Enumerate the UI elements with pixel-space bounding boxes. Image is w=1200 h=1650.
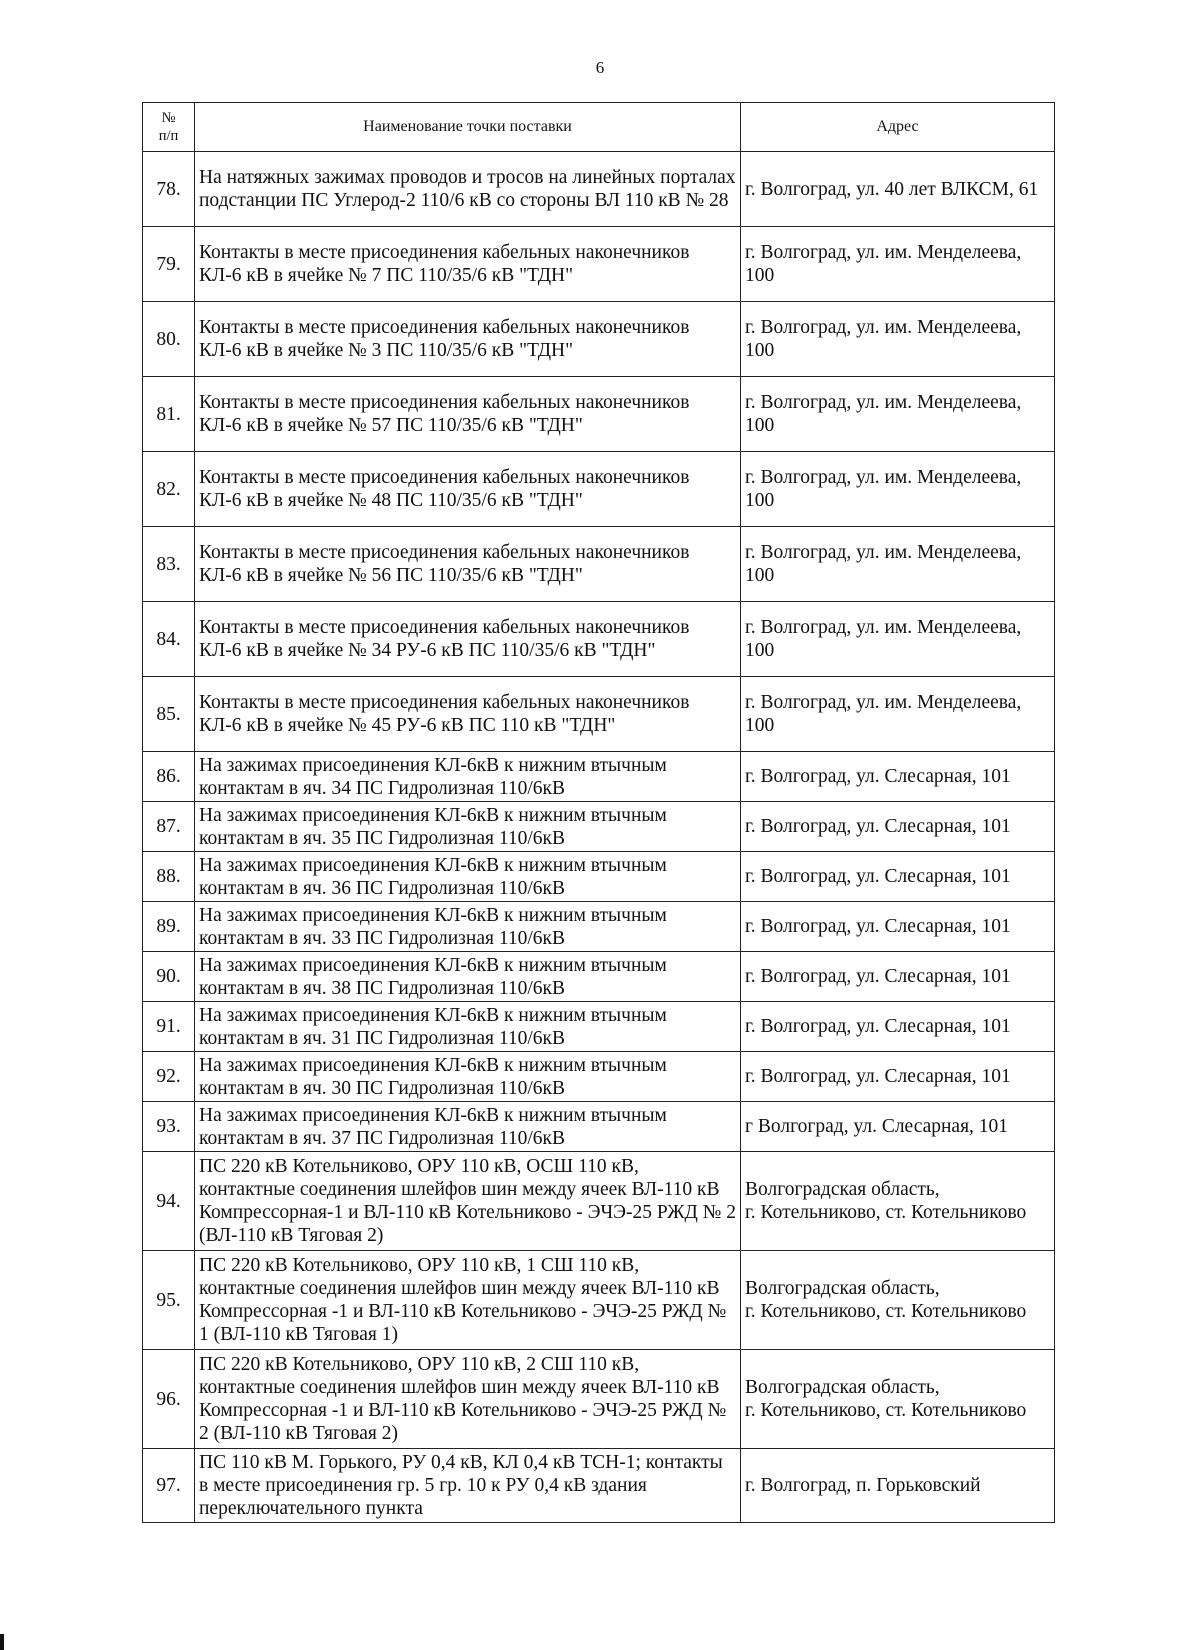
row-address: г. Волгоград, ул. Слесарная, 101 <box>741 902 1055 952</box>
page-number: 6 <box>595 58 605 77</box>
row-name: На зажимах присоединения КЛ-6кВ к нижним втычным контактам в яч. 31 ПС Гидролизная 110/6кВ <box>195 1002 741 1052</box>
row-number: 95. <box>143 1251 195 1350</box>
table-row <box>143 677 1055 752</box>
table-row <box>143 452 1055 527</box>
table-row <box>143 1152 1055 1251</box>
row-address: Волгоградская область, г. Котельниково, ст. Котельниково <box>741 1152 1055 1251</box>
table-row <box>143 1251 1055 1350</box>
row-name: Контакты в месте присоединения кабельных наконечников КЛ-6 кВ в ячейке № 45 РУ-6 кВ ПС 110 кВ "ТДН" <box>195 677 741 752</box>
header-address: Адрес <box>741 103 1055 152</box>
row-name: ПС 220 кВ Котельниково, ОРУ 110 кВ, 2 СШ 110 кВ, контактные соединения шлейфов шин между ячеек ВЛ-110 кВ Компрессорная -1 и ВЛ-110 кВ Котельниково - ЭЧЭ-25 РЖД № 2 (ВЛ-110 кВ Тяговая 2) <box>195 1350 741 1449</box>
row-address: г. Волгоград, ул. Слесарная, 101 <box>741 952 1055 1002</box>
row-name: На зажимах присоединения КЛ-6кВ к нижним втычным контактам в яч. 30 ПС Гидролизная 110/6кВ <box>195 1052 741 1102</box>
row-address: г Волгоград, ул. Слесарная, 101 <box>741 1102 1055 1152</box>
row-number: 92. <box>143 1052 195 1102</box>
row-name: На зажимах присоединения КЛ-6кВ к нижним втычным контактам в яч. 35 ПС Гидролизная 110/6кВ <box>195 802 741 852</box>
row-number: 86. <box>143 752 195 802</box>
scan-edge-mark <box>0 1634 4 1650</box>
row-number: 94. <box>143 1152 195 1251</box>
table-header-row <box>143 103 1055 152</box>
header-number: № п/п <box>143 103 195 152</box>
row-name: На натяжных зажимах проводов и тросов на линейных порталах подстанции ПС Углерод-2 110/6 кВ со стороны ВЛ 110 кВ № 28 <box>195 152 741 227</box>
row-address: г. Волгоград, ул. им. Менделеева, 100 <box>741 377 1055 452</box>
row-number: 83. <box>143 527 195 602</box>
table-row <box>143 952 1055 1002</box>
row-number: 84. <box>143 602 195 677</box>
table-row <box>143 377 1055 452</box>
table-row <box>143 1449 1055 1523</box>
row-address: г. Волгоград, ул. Слесарная, 101 <box>741 852 1055 902</box>
row-name: На зажимах присоединения КЛ-6кВ к нижним втычным контактам в яч. 36 ПС Гидролизная 110/6кВ <box>195 852 741 902</box>
row-address: г. Волгоград, ул. им. Менделеева, 100 <box>741 452 1055 527</box>
row-number: 96. <box>143 1350 195 1449</box>
row-address: Волгоградская область, г. Котельниково, ст. Котельниково <box>741 1350 1055 1449</box>
table-row <box>143 1052 1055 1102</box>
table-row <box>143 602 1055 677</box>
table-row <box>143 302 1055 377</box>
row-address: г. Волгоград, ул. им. Менделеева, 100 <box>741 602 1055 677</box>
table-row <box>143 527 1055 602</box>
delivery-points-table <box>142 102 1055 1523</box>
table-row <box>143 752 1055 802</box>
row-address: г. Волгоград, ул. Слесарная, 101 <box>741 1052 1055 1102</box>
table-row <box>143 227 1055 302</box>
table-row <box>143 1350 1055 1449</box>
row-name: Контакты в месте присоединения кабельных наконечников КЛ-6 кВ в ячейке № 56 ПС 110/35/6 кВ "ТДН" <box>195 527 741 602</box>
row-number: 81. <box>143 377 195 452</box>
row-address: г. Волгоград, ул. им. Менделеева, 100 <box>741 527 1055 602</box>
row-number: 93. <box>143 1102 195 1152</box>
row-number: 90. <box>143 952 195 1002</box>
row-number: 78. <box>143 152 195 227</box>
row-name: Контакты в месте присоединения кабельных наконечников КЛ-6 кВ в ячейке № 7 ПС 110/35/6 кВ "ТДН" <box>195 227 741 302</box>
row-address: г. Волгоград, ул. им. Менделеева, 100 <box>741 302 1055 377</box>
row-address: г. Волгоград, ул. им. Менделеева, 100 <box>741 677 1055 752</box>
row-address: г. Волгоград, ул. Слесарная, 101 <box>741 1002 1055 1052</box>
row-address: г. Волгоград, ул. им. Менделеева, 100 <box>741 227 1055 302</box>
row-number: 97. <box>143 1449 195 1523</box>
table-row <box>143 1002 1055 1052</box>
row-name: Контакты в месте присоединения кабельных наконечников КЛ-6 кВ в ячейке № 34 РУ-6 кВ ПС 110/35/6 кВ "ТДН" <box>195 602 741 677</box>
row-number: 82. <box>143 452 195 527</box>
row-name: ПС 220 кВ Котельниково, ОРУ 110 кВ, 1 СШ 110 кВ, контактные соединения шлейфов шин между ячеек ВЛ-110 кВ Компрессорная -1 и ВЛ-110 кВ Котельниково - ЭЧЭ-25 РЖД № 1 (ВЛ-110 кВ Тяговая 1) <box>195 1251 741 1350</box>
row-number: 87. <box>143 802 195 852</box>
row-name: ПС 110 кВ М. Горького, РУ 0,4 кВ, КЛ 0,4 кВ ТСН-1; контакты в месте присоединения гр. 5 гр. 10 к РУ 0,4 кВ здания переключательного пункта <box>195 1449 741 1523</box>
row-name: На зажимах присоединения КЛ-6кВ к нижним втычным контактам в яч. 38 ПС Гидролизная 110/6кВ <box>195 952 741 1002</box>
table-row <box>143 802 1055 852</box>
row-number: 89. <box>143 902 195 952</box>
row-name: Контакты в месте присоединения кабельных наконечников КЛ-6 кВ в ячейке № 48 ПС 110/35/6 кВ "ТДН" <box>195 452 741 527</box>
row-address: г. Волгоград, ул. 40 лет ВЛКСМ, 61 <box>741 152 1055 227</box>
row-name: На зажимах присоединения КЛ-6кВ к нижним втычным контактам в яч. 37 ПС Гидролизная 110/6кВ <box>195 1102 741 1152</box>
row-address: г. Волгоград, ул. Слесарная, 101 <box>741 802 1055 852</box>
row-number: 80. <box>143 302 195 377</box>
row-address: г. Волгоград, ул. Слесарная, 101 <box>741 752 1055 802</box>
row-name: Контакты в месте присоединения кабельных наконечников КЛ-6 кВ в ячейке № 57 ПС 110/35/6 кВ "ТДН" <box>195 377 741 452</box>
row-number: 85. <box>143 677 195 752</box>
table-body <box>143 152 1055 1523</box>
row-number: 88. <box>143 852 195 902</box>
row-name: На зажимах присоединения КЛ-6кВ к нижним втычным контактам в яч. 34 ПС Гидролизная 110/6кВ <box>195 752 741 802</box>
row-name: Контакты в месте присоединения кабельных наконечников КЛ-6 кВ в ячейке № 3 ПС 110/35/6 кВ "ТДН" <box>195 302 741 377</box>
table-row <box>143 1102 1055 1152</box>
table-row <box>143 902 1055 952</box>
table-row <box>143 852 1055 902</box>
row-number: 91. <box>143 1002 195 1052</box>
table-row <box>143 152 1055 227</box>
row-address: г. Волгоград, п. Горьковский <box>741 1449 1055 1523</box>
row-number: 79. <box>143 227 195 302</box>
row-address: Волгоградская область, г. Котельниково, ст. Котельниково <box>741 1251 1055 1350</box>
row-name: На зажимах присоединения КЛ-6кВ к нижним втычным контактам в яч. 33 ПС Гидролизная 110/6кВ <box>195 902 741 952</box>
row-name: ПС 220 кВ Котельниково, ОРУ 110 кВ, ОСШ 110 кВ, контактные соединения шлейфов шин между ячеек ВЛ-110 кВ Компрессорная-1 и ВЛ-110 кВ Котельниково - ЭЧЭ-25 РЖД № 2 (ВЛ-110 кВ Тяговая 2) <box>195 1152 741 1251</box>
header-name: Наименование точки поставки <box>195 103 741 152</box>
